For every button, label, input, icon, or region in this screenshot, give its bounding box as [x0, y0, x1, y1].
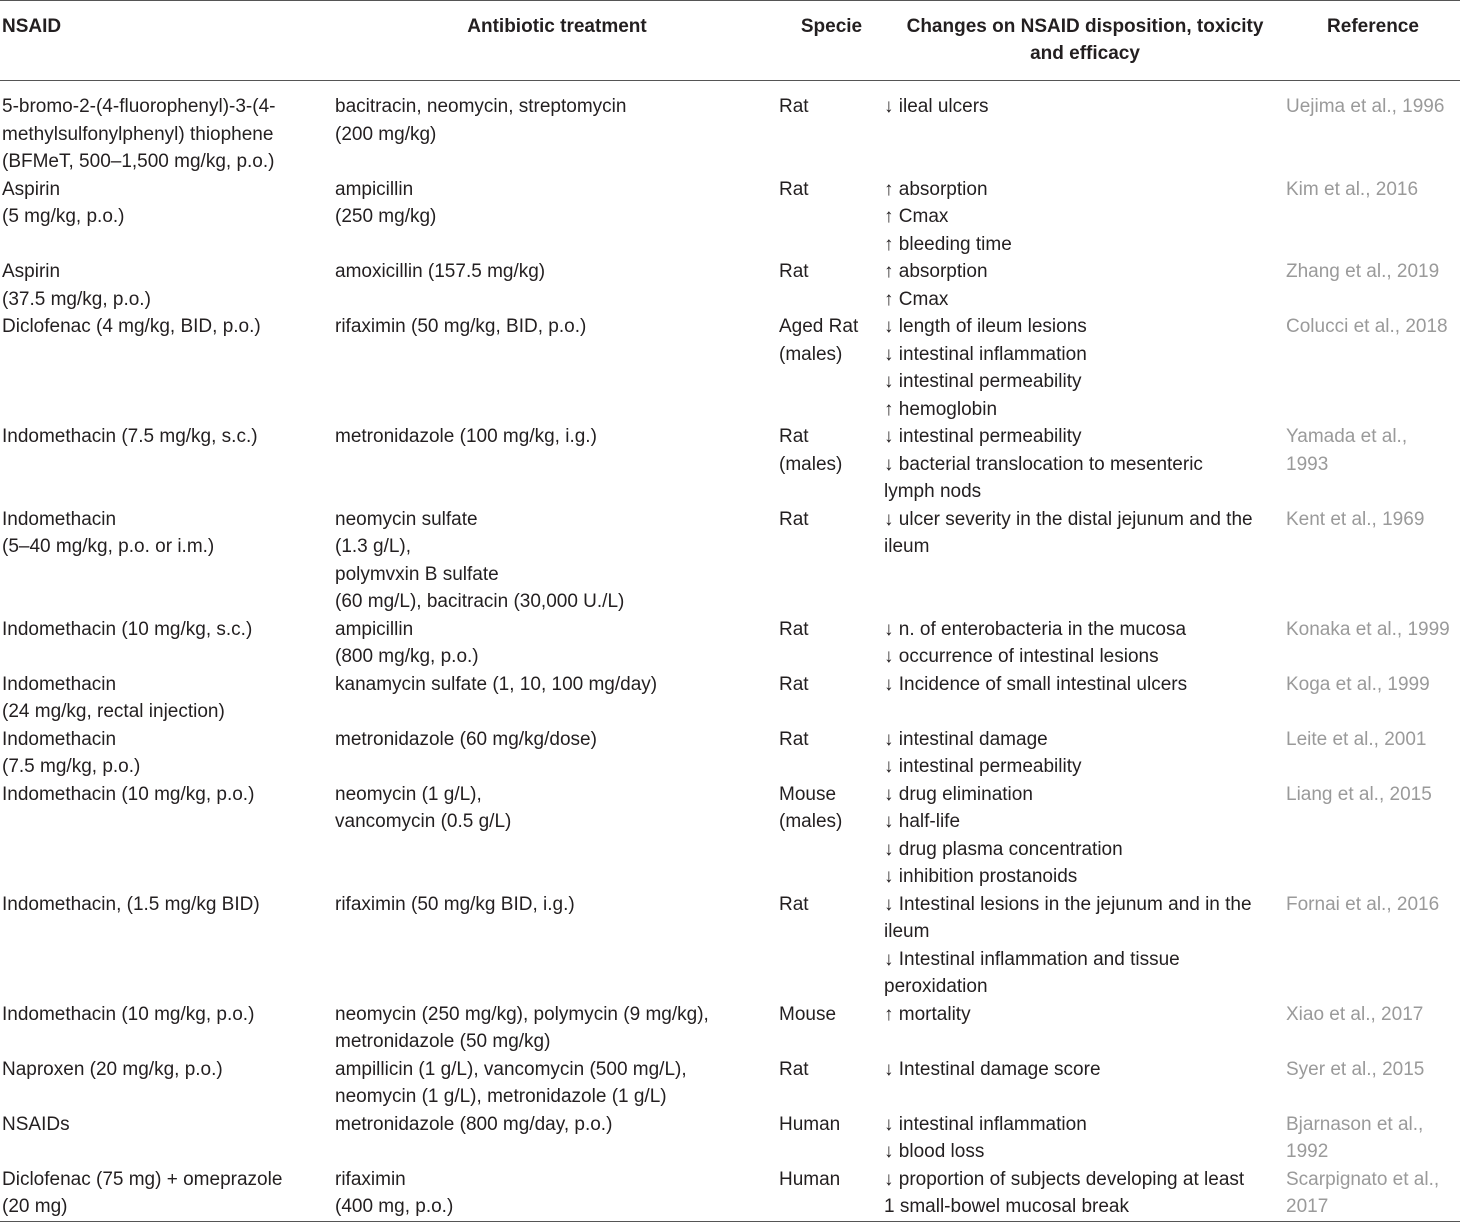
header-reference: Reference: [1327, 16, 1419, 37]
specie-cell-line: Rat: [779, 673, 809, 695]
specie-cell: [779, 81, 884, 176]
nsaid-cell-line: Indomethacin (7.5 mg/kg, s.c.): [2, 426, 258, 447]
table-row: [0, 891, 1460, 1001]
antibiotic-cell-line: metronidazole (800 mg/day, p.o.): [335, 1113, 613, 1135]
antibiotic-cell: [335, 1166, 779, 1222]
reference-cell-line: 1992: [1286, 1141, 1329, 1162]
specie-cell: [779, 891, 884, 1001]
changes-cell-line: lymph nods: [884, 481, 982, 502]
nsaid-cell: [0, 891, 335, 1001]
reference-cell: [1286, 1111, 1460, 1166]
specie-cell-line: Rat: [779, 508, 809, 530]
changes-cell-line: ↓ occurrence of intestinal lesions: [884, 646, 1159, 667]
reference-cell-line: 1993: [1286, 453, 1329, 475]
changes-cell-line: ↓ drug elimination: [884, 783, 1033, 805]
specie-cell: [779, 176, 884, 259]
changes-cell-line: ↑ hemoglobin: [884, 398, 998, 420]
changes-cell-line: ↑ bleeding time: [884, 233, 1012, 255]
nsaid-cell-line: (7.5 mg/kg, p.o.): [2, 756, 141, 777]
reference-cell-line: Xiao et al., 2017: [1286, 1003, 1424, 1025]
antibiotic-cell-line: ampicillin: [335, 618, 414, 640]
table-row: [0, 781, 1460, 891]
changes-cell-line: ↑ mortality: [884, 1003, 971, 1025]
reference-cell-line: Colucci et al., 2018: [1286, 316, 1448, 337]
header-specie: Specie: [800, 16, 863, 37]
table-row: [0, 176, 1460, 259]
reference-cell: [1286, 258, 1460, 313]
table-row: [0, 726, 1460, 781]
header-changes-line-2: and efficacy: [1030, 43, 1140, 64]
changes-cell-line: ↓ Intestinal inflammation and tissue: [884, 948, 1180, 970]
table-row: [0, 423, 1460, 506]
nsaid-cell: [0, 1056, 335, 1111]
changes-cell: [884, 616, 1286, 671]
antibiotic-cell-line: amoxicillin (157.5 mg/kg): [335, 261, 546, 282]
reference-cell-line: Koga et al., 1999: [1286, 673, 1430, 695]
changes-cell: [884, 423, 1286, 506]
changes-cell-line: ↑ Cmax: [884, 288, 949, 310]
antibiotic-cell-line: rifaximin (50 mg/kg BID, i.g.): [335, 893, 575, 915]
reference-cell: [1286, 81, 1460, 176]
specie-cell: [779, 1111, 884, 1166]
header-antibiotic: Antibiotic treatment: [467, 16, 647, 37]
changes-cell: [884, 1001, 1286, 1056]
reference-cell-line: Konaka et al., 1999: [1286, 618, 1450, 640]
antibiotic-cell: [335, 1001, 779, 1056]
nsaid-cell: [0, 258, 335, 313]
nsaid-cell-line: (5 mg/kg, p.o.): [2, 206, 125, 227]
antibiotic-cell-line: metronidazole (50 mg/kg): [335, 1031, 551, 1052]
nsaid-cell-line: (5–40 mg/kg, p.o. or i.m.): [2, 536, 215, 557]
changes-cell-line: ↓ ileal ulcers: [884, 96, 989, 117]
table-row: [0, 313, 1460, 423]
changes-cell: [884, 781, 1286, 891]
table-row: [0, 81, 1460, 176]
changes-cell: [884, 313, 1286, 423]
specie-cell: [779, 1166, 884, 1222]
header-changes: [884, 1, 1286, 81]
antibiotic-cell: [335, 1056, 779, 1111]
changes-cell-line: ↓ length of ileum lesions: [884, 316, 1087, 337]
changes-cell-line: ↓ inhibition prostanoids: [884, 866, 1078, 887]
changes-cell-line: ↑ Cmax: [884, 206, 949, 227]
antibiotic-cell-line: metronidazole (60 mg/kg/dose): [335, 728, 597, 750]
reference-cell: [1286, 313, 1460, 423]
changes-cell-line: ↓ bacterial translocation to mesenteric: [884, 453, 1203, 475]
nsaid-cell: [0, 423, 335, 506]
specie-cell-line: Rat: [779, 96, 809, 117]
antibiotic-cell-line: (800 mg/kg, p.o.): [335, 646, 479, 667]
antibiotic-cell: [335, 671, 779, 726]
reference-cell-line: Yamada et al.,: [1286, 426, 1408, 447]
nsaid-cell: [0, 1111, 335, 1166]
changes-cell-line: ↓ intestinal permeability: [884, 756, 1082, 777]
reference-cell-line: Leite et al., 2001: [1286, 728, 1427, 750]
specie-cell-line: Aged Rat: [779, 316, 859, 337]
reference-cell: [1286, 616, 1460, 671]
changes-cell: [884, 726, 1286, 781]
nsaid-cell: [0, 506, 335, 616]
nsaid-cell-line: Naproxen (20 mg/kg, p.o.): [2, 1058, 223, 1080]
nsaid-cell: [0, 1001, 335, 1056]
reference-cell-line: 2017: [1286, 1196, 1329, 1217]
reference-cell: [1286, 423, 1460, 506]
nsaid-cell-line: 5-bromo-2-(4-fluorophenyl)-3-(4-: [2, 96, 276, 117]
changes-cell: [884, 1056, 1286, 1111]
header-changes-line-1: Changes on NSAID disposition, toxicity: [906, 16, 1264, 37]
specie-cell: [779, 1056, 884, 1111]
nsaid-cell-line: (BFMeT, 500–1,500 mg/kg, p.o.): [2, 151, 275, 172]
antibiotic-cell-line: vancomycin (0.5 g/L): [335, 811, 512, 832]
changes-cell: [884, 176, 1286, 259]
reference-cell: [1286, 781, 1460, 891]
specie-cell-line: Rat: [779, 261, 809, 282]
changes-cell-line: ↓ proportion of subjects developing at least: [884, 1168, 1245, 1190]
table-row: [0, 1001, 1460, 1056]
specie-cell-line: Rat: [779, 618, 809, 640]
nsaid-cell-line: NSAIDs: [2, 1113, 70, 1135]
changes-cell: [884, 891, 1286, 1001]
nsaid-cell-line: (37.5 mg/kg, p.o.): [2, 288, 151, 310]
reference-cell-line: Bjarnason et al.,: [1286, 1113, 1424, 1135]
changes-cell: [884, 671, 1286, 726]
nsaid-cell-line: (20 mg): [2, 1196, 68, 1217]
antibiotic-cell-line: rifaximin (50 mg/kg, BID, p.o.): [335, 316, 587, 337]
specie-cell-line: Human: [779, 1168, 841, 1190]
changes-cell: [884, 506, 1286, 616]
reference-cell: [1286, 1166, 1460, 1222]
reference-cell-line: Scarpignato et al.,: [1286, 1168, 1440, 1190]
changes-cell-line: ↓ n. of enterobacteria in the mucosa: [884, 618, 1187, 640]
nsaid-cell: [0, 781, 335, 891]
specie-cell: [779, 616, 884, 671]
nsaid-cell-line: Diclofenac (75 mg) + omeprazole: [2, 1168, 283, 1190]
antibiotic-cell: [335, 1111, 779, 1166]
antibiotic-cell: [335, 258, 779, 313]
specie-cell-line: Rat: [779, 1058, 809, 1080]
table-row: [0, 1056, 1460, 1111]
nsaid-cell-line: Aspirin: [2, 178, 61, 200]
antibiotic-cell: [335, 506, 779, 616]
nsaid-cell: [0, 313, 335, 423]
changes-cell-line: 1 small-bowel mucosal break: [884, 1196, 1129, 1217]
changes-cell-line: ↓ blood loss: [884, 1141, 985, 1162]
specie-cell: [779, 671, 884, 726]
specie-cell: [779, 313, 884, 423]
reference-cell-line: Zhang et al., 2019: [1286, 261, 1440, 282]
antibiotic-cell: [335, 81, 779, 176]
nsaid-cell: [0, 616, 335, 671]
header-nsaid: NSAID: [2, 16, 62, 37]
antibiotic-cell-line: (250 mg/kg): [335, 206, 437, 227]
changes-cell: [884, 258, 1286, 313]
changes-cell-line: ↓ Intestinal damage score: [884, 1058, 1101, 1080]
nsaid-cell-line: Indomethacin: [2, 673, 117, 695]
changes-cell-line: ↓ intestinal permeability: [884, 371, 1082, 392]
antibiotic-cell: [335, 423, 779, 506]
antibiotic-cell-line: (400 mg, p.o.): [335, 1196, 454, 1217]
changes-cell-line: ↓ Intestinal lesions in the jejunum and in the: [884, 893, 1252, 915]
specie-cell: [779, 1001, 884, 1056]
nsaid-cell: [0, 81, 335, 176]
specie-cell-line: Mouse: [779, 1003, 837, 1025]
nsaid-cell-line: Indomethacin: [2, 728, 117, 750]
specie-cell-line: Human: [779, 1113, 841, 1135]
antibiotic-cell: [335, 313, 779, 423]
antibiotic-cell: [335, 891, 779, 1001]
reference-cell: [1286, 506, 1460, 616]
specie-cell: [779, 506, 884, 616]
table-body: [0, 81, 1460, 1222]
nsaid-cell: [0, 1166, 335, 1222]
antibiotic-cell: [335, 176, 779, 259]
nsaid-cell-line: Diclofenac (4 mg/kg, BID, p.o.): [2, 316, 261, 337]
reference-cell: [1286, 671, 1460, 726]
specie-cell: [779, 423, 884, 506]
specie-cell-line: (males): [779, 343, 843, 365]
table-row: [0, 1166, 1460, 1222]
table-row: [0, 1111, 1460, 1166]
specie-cell-line: Mouse: [779, 783, 837, 805]
table-row: [0, 671, 1460, 726]
reference-cell: [1286, 891, 1460, 1001]
changes-cell-line: ↓ intestinal inflammation: [884, 343, 1087, 365]
table-row: [0, 258, 1460, 313]
antibiotic-cell-line: bacitracin, neomycin, streptomycin: [335, 96, 627, 117]
nsaid-cell-line: Indomethacin: [2, 508, 117, 530]
nsaid-cell-line: Indomethacin (10 mg/kg, p.o.): [2, 783, 255, 805]
nsaid-cell-line: Indomethacin (10 mg/kg, p.o.): [2, 1003, 255, 1025]
changes-cell-line: ↓ drug plasma concentration: [884, 838, 1123, 860]
specie-cell-line: Rat: [779, 426, 809, 447]
table-row: [0, 616, 1460, 671]
reference-cell-line: Syer et al., 2015: [1286, 1058, 1425, 1080]
changes-cell: [884, 1166, 1286, 1222]
specie-cell-line: (males): [779, 811, 843, 832]
antibiotic-cell-line: (200 mg/kg): [335, 123, 437, 145]
changes-cell: [884, 81, 1286, 176]
changes-cell-line: ↓ intestinal damage: [884, 728, 1048, 750]
nsaid-cell-line: methylsulfonylphenyl) thiophene: [2, 123, 274, 145]
antibiotic-cell-line: metronidazole (100 mg/kg, i.g.): [335, 426, 597, 447]
changes-cell-line: ↓ Incidence of small intestinal ulcers: [884, 673, 1188, 695]
reference-cell-line: Fornai et al., 2016: [1286, 893, 1440, 915]
antibiotic-cell: [335, 781, 779, 891]
changes-cell-line: ↑ absorption: [884, 261, 988, 282]
antibiotic-cell-line: neomycin (250 mg/kg), polymycin (9 mg/kg),: [335, 1003, 709, 1025]
specie-cell-line: Rat: [779, 728, 809, 750]
reference-cell: [1286, 1001, 1460, 1056]
reference-cell: [1286, 176, 1460, 259]
changes-cell-line: ↓ ulcer severity in the distal jejunum and the: [884, 508, 1253, 530]
changes-cell-line: ↓ intestinal inflammation: [884, 1113, 1087, 1135]
antibiotic-cell-line: neomycin (1 g/L),: [335, 783, 482, 805]
specie-cell: [779, 258, 884, 313]
table-row: [0, 506, 1460, 616]
nsaid-cell-line: Indomethacin (10 mg/kg, s.c.): [2, 618, 253, 640]
table-header: [0, 1, 1460, 81]
antibiotic-cell-line: neomycin sulfate: [335, 508, 478, 530]
antibiotic-cell-line: rifaximin: [335, 1168, 406, 1190]
antibiotic-cell-line: ampillicin (1 g/L), vancomycin (500 mg/L),: [335, 1058, 687, 1080]
reference-cell-line: Kim et al., 2016: [1286, 178, 1419, 200]
antibiotic-cell-line: (1.3 g/L),: [335, 536, 412, 557]
specie-cell-line: Rat: [779, 178, 809, 200]
changes-cell-line: ↑ absorption: [884, 178, 988, 200]
reference-cell: [1286, 1056, 1460, 1111]
nsaid-cell-line: Indomethacin, (1.5 mg/kg BID): [2, 893, 260, 915]
reference-cell-line: Kent et al., 1969: [1286, 508, 1425, 530]
reference-cell-line: Uejima et al., 1996: [1286, 96, 1445, 117]
changes-cell-line: peroxidation: [884, 976, 988, 997]
changes-cell-line: ileum: [884, 536, 930, 557]
antibiotic-cell-line: kanamycin sulfate (1, 10, 100 mg/day): [335, 673, 658, 695]
changes-cell-line: ileum: [884, 921, 930, 942]
specie-cell-line: (males): [779, 453, 843, 475]
nsaid-cell-line: (24 mg/kg, rectal injection): [2, 701, 225, 722]
nsaid-cell: [0, 176, 335, 259]
specie-cell: [779, 726, 884, 781]
antibiotic-cell: [335, 726, 779, 781]
changes-cell-line: ↓ intestinal permeability: [884, 426, 1082, 447]
nsaid-cell: [0, 726, 335, 781]
changes-cell-line: ↓ half-life: [884, 811, 961, 832]
reference-cell-line: Liang et al., 2015: [1286, 783, 1432, 805]
reference-cell: [1286, 726, 1460, 781]
antibiotic-cell-line: polymvxin B sulfate: [335, 563, 499, 585]
nsaid-cell: [0, 671, 335, 726]
specie-cell: [779, 781, 884, 891]
antibiotic-cell-line: ampicillin: [335, 178, 414, 200]
antibiotic-cell-line: neomycin (1 g/L), metronidazole (1 g/L): [335, 1086, 667, 1107]
antibiotic-cell: [335, 616, 779, 671]
antibiotic-cell-line: (60 mg/L), bacitracin (30,000 U./L): [335, 591, 625, 612]
nsaid-cell-line: Aspirin: [2, 261, 61, 282]
specie-cell-line: Rat: [779, 893, 809, 915]
changes-cell: [884, 1111, 1286, 1166]
